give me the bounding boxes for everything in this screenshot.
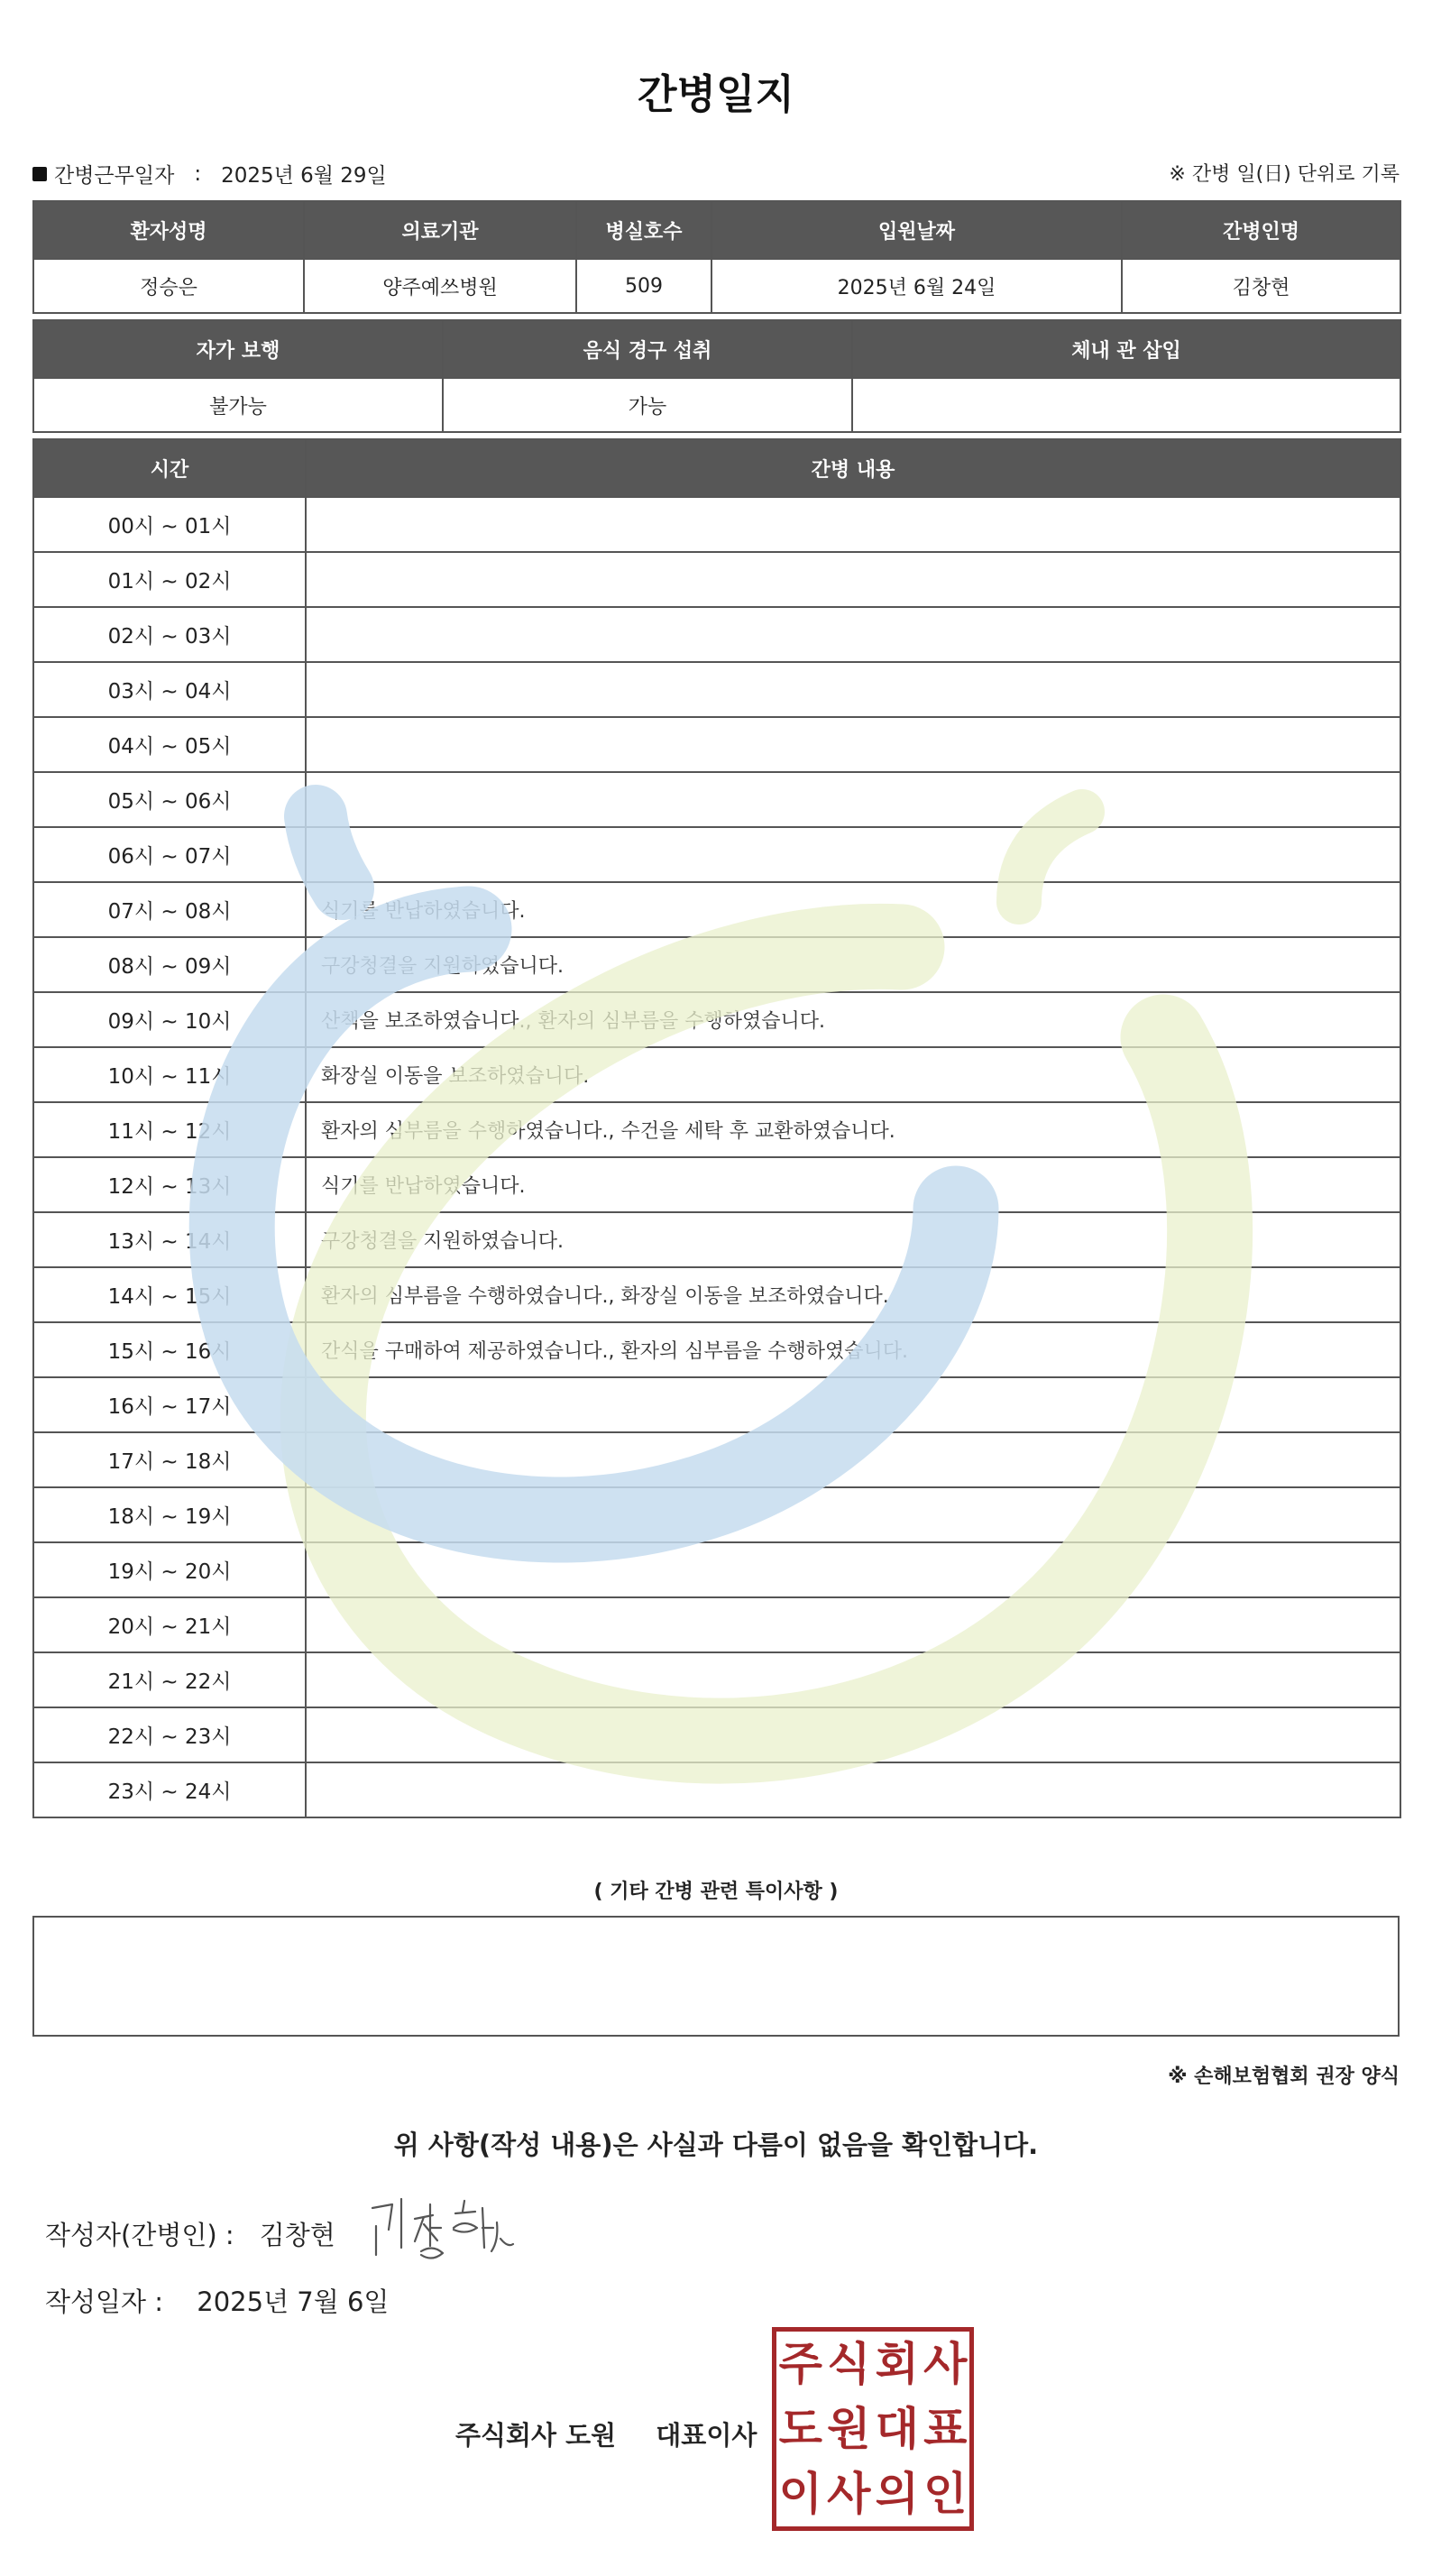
care-log-time: 17시 ~ 18시 — [33, 1432, 306, 1487]
care-log-content — [306, 827, 1400, 882]
care-log-content — [306, 717, 1400, 772]
care-log-time: 18시 ~ 19시 — [33, 1487, 306, 1542]
care-log-time: 02시 ~ 03시 — [33, 607, 306, 662]
care-log-time: 23시 ~ 24시 — [33, 1762, 306, 1817]
care-log-content: 환자의 심부름을 수행하였습니다., 수건을 세탁 후 교환하였습니다. — [306, 1102, 1400, 1157]
patient-info-value-row — [33, 259, 1400, 313]
care-log-content: 식기를 반납하였습니다. — [306, 1157, 1400, 1212]
care-log-content: 구강청결을 지원하였습니다. — [306, 937, 1400, 992]
care-log-content — [306, 772, 1400, 827]
notes-box — [32, 1916, 1400, 2037]
care-log-content: 산책을 보조하였습니다., 환자의 심부름을 수행하였습니다. — [306, 992, 1400, 1047]
care-log-content — [306, 497, 1400, 552]
care-log-time: 06시 ~ 07시 — [33, 827, 306, 882]
patient-info-header-row — [33, 201, 1400, 259]
signature-image — [365, 2192, 523, 2277]
care-log-header-row — [33, 439, 1400, 497]
seal-character: 원 — [827, 2402, 871, 2455]
care-log-row — [33, 992, 1400, 1047]
care-log-row — [33, 662, 1400, 717]
care-log-content — [306, 662, 1400, 717]
patient-info-table — [32, 200, 1401, 314]
care-log-time: 15시 ~ 16시 — [33, 1322, 306, 1377]
care-log-time: 20시 ~ 21시 — [33, 1597, 306, 1652]
header-admission-date: 입원날짜 — [711, 201, 1122, 259]
company-seal — [772, 2327, 974, 2531]
work-date — [32, 159, 387, 189]
care-log-time: 12시 ~ 13시 — [33, 1157, 306, 1212]
header-tube-insertion: 체내 관 삽입 — [852, 320, 1400, 378]
seal-character: 인 — [923, 2467, 968, 2520]
care-log-row — [33, 827, 1400, 882]
header-caregiver-name: 간병인명 — [1122, 201, 1400, 259]
care-log-row — [33, 937, 1400, 992]
care-log-row — [33, 1267, 1400, 1322]
care-log-time: 11시 ~ 12시 — [33, 1102, 306, 1157]
care-log-row — [33, 1597, 1400, 1652]
header-time: 시간 — [33, 439, 306, 497]
care-log-time: 22시 ~ 23시 — [33, 1707, 306, 1762]
seal-character: 회 — [875, 2337, 919, 2390]
care-log-time: 07시 ~ 08시 — [33, 882, 306, 937]
header-oral-intake: 음식 경구 섭취 — [443, 320, 852, 378]
seal-character: 도 — [778, 2402, 822, 2455]
work-date-colon: : — [194, 161, 202, 186]
care-log-row — [33, 607, 1400, 662]
care-log-time: 01시 ~ 02시 — [33, 552, 306, 607]
seal-character: 표 — [923, 2402, 968, 2455]
tube-insertion-value — [852, 378, 1400, 432]
care-log-time: 04시 ~ 05시 — [33, 717, 306, 772]
writer-label: 작성자(간병인) : — [45, 2220, 234, 2250]
care-log-row — [33, 717, 1400, 772]
header-hospital: 의료기관 — [304, 201, 576, 259]
square-bullet-icon — [32, 167, 47, 181]
header-care-content: 간병 내용 — [306, 439, 1400, 497]
header-walking: 자가 보행 — [33, 320, 443, 378]
hospital-name: 양주예쓰병원 — [304, 259, 576, 313]
care-log-content: 식기를 반납하였습니다. — [306, 882, 1400, 937]
care-log-row — [33, 1487, 1400, 1542]
care-log-time: 21시 ~ 22시 — [33, 1652, 306, 1707]
care-log-content — [306, 1707, 1400, 1762]
care-log-time: 19시 ~ 20시 — [33, 1542, 306, 1597]
seal-character: 사 — [827, 2467, 871, 2520]
care-log-content — [306, 1597, 1400, 1652]
care-log-time: 08시 ~ 09시 — [33, 937, 306, 992]
care-log-content — [306, 1652, 1400, 1707]
care-log-time: 16시 ~ 17시 — [33, 1377, 306, 1432]
care-log-row — [33, 1047, 1400, 1102]
care-log-row — [33, 497, 1400, 552]
care-log-time: 10시 ~ 11시 — [33, 1047, 306, 1102]
seal-character: 식 — [827, 2337, 871, 2390]
patient-name: 정승은 — [33, 259, 304, 313]
company-name: 주식회사 도원 — [455, 2420, 617, 2451]
care-log-row — [33, 1542, 1400, 1597]
daily-note: ※ 간병 일(日) 단위로 기록 — [1169, 163, 1400, 186]
care-log-row — [33, 1157, 1400, 1212]
care-log-row — [33, 1432, 1400, 1487]
care-log-content — [306, 1487, 1400, 1542]
care-log-time: 00시 ~ 01시 — [33, 497, 306, 552]
patient-status-value-row — [33, 378, 1400, 432]
care-log-row — [33, 772, 1400, 827]
care-log-content — [306, 1542, 1400, 1597]
written-date-row — [45, 2282, 389, 2319]
association-note: ※ 손해보험협회 권장 양식 — [1168, 2065, 1400, 2088]
work-date-value: 2025년 6월 29일 — [221, 164, 387, 188]
care-log-table — [32, 438, 1401, 1818]
care-log-content — [306, 1762, 1400, 1817]
care-log-row — [33, 552, 1400, 607]
writer-name: 김창현 — [259, 2220, 335, 2250]
seal-character: 의 — [875, 2467, 919, 2520]
caregiver-name: 김창현 — [1122, 259, 1400, 313]
company-representative: 대표이사 — [656, 2420, 757, 2451]
care-log-content: 간식을 구매하여 제공하였습니다., 환자의 심부름을 수행하였습니다. — [306, 1322, 1400, 1377]
care-log-time: 03시 ~ 04시 — [33, 662, 306, 717]
care-log-content: 화장실 이동을 보조하였습니다. — [306, 1047, 1400, 1102]
care-log-content: 환자의 심부름을 수행하였습니다., 화장실 이동을 보조하였습니다. — [306, 1267, 1400, 1322]
care-log-content — [306, 552, 1400, 607]
admission-date: 2025년 6월 24일 — [711, 259, 1122, 313]
care-log-row — [33, 1762, 1400, 1817]
care-log-row — [33, 1322, 1400, 1377]
written-date-label: 작성일자 : — [45, 2286, 164, 2317]
care-log-content — [306, 1377, 1400, 1432]
header-patient-name: 환자성명 — [33, 201, 304, 259]
care-log-time: 14시 ~ 15시 — [33, 1267, 306, 1322]
care-log-content — [306, 607, 1400, 662]
company-signature-line — [455, 2415, 757, 2452]
care-log-row — [33, 1212, 1400, 1267]
seal-character: 이 — [778, 2467, 822, 2520]
care-log-content — [306, 1432, 1400, 1487]
patient-status-header-row — [33, 320, 1400, 378]
seal-character: 대 — [875, 2402, 919, 2455]
care-log-row — [33, 1707, 1400, 1762]
header-room-number: 병실호수 — [576, 201, 711, 259]
page-title: 간병일지 — [638, 70, 794, 118]
work-date-label: 간병근무일자 — [54, 164, 175, 188]
care-log-row — [33, 1652, 1400, 1707]
care-log-time: 13시 ~ 14시 — [33, 1212, 306, 1267]
confirmation-statement: 위 사항(작성 내용)은 사실과 다름이 없음을 확인합니다. — [393, 2130, 1039, 2160]
writer-row — [45, 2215, 335, 2252]
care-log-row — [33, 882, 1400, 937]
room-number: 509 — [576, 259, 711, 313]
care-log-time: 09시 ~ 10시 — [33, 992, 306, 1047]
care-log-content: 구강청결을 지원하였습니다. — [306, 1212, 1400, 1267]
care-log-time: 05시 ~ 06시 — [33, 772, 306, 827]
written-date-value: 2025년 7월 6일 — [197, 2286, 390, 2317]
seal-character: 주 — [778, 2337, 822, 2390]
patient-status-table — [32, 319, 1401, 433]
care-log-row — [33, 1377, 1400, 1432]
oral-intake-value: 가능 — [443, 378, 852, 432]
notes-title: ( 기타 간병 관련 특이사항 ) — [593, 1881, 839, 1903]
walking-value: 불가능 — [33, 378, 443, 432]
seal-character: 사 — [923, 2337, 968, 2390]
care-log-row — [33, 1102, 1400, 1157]
